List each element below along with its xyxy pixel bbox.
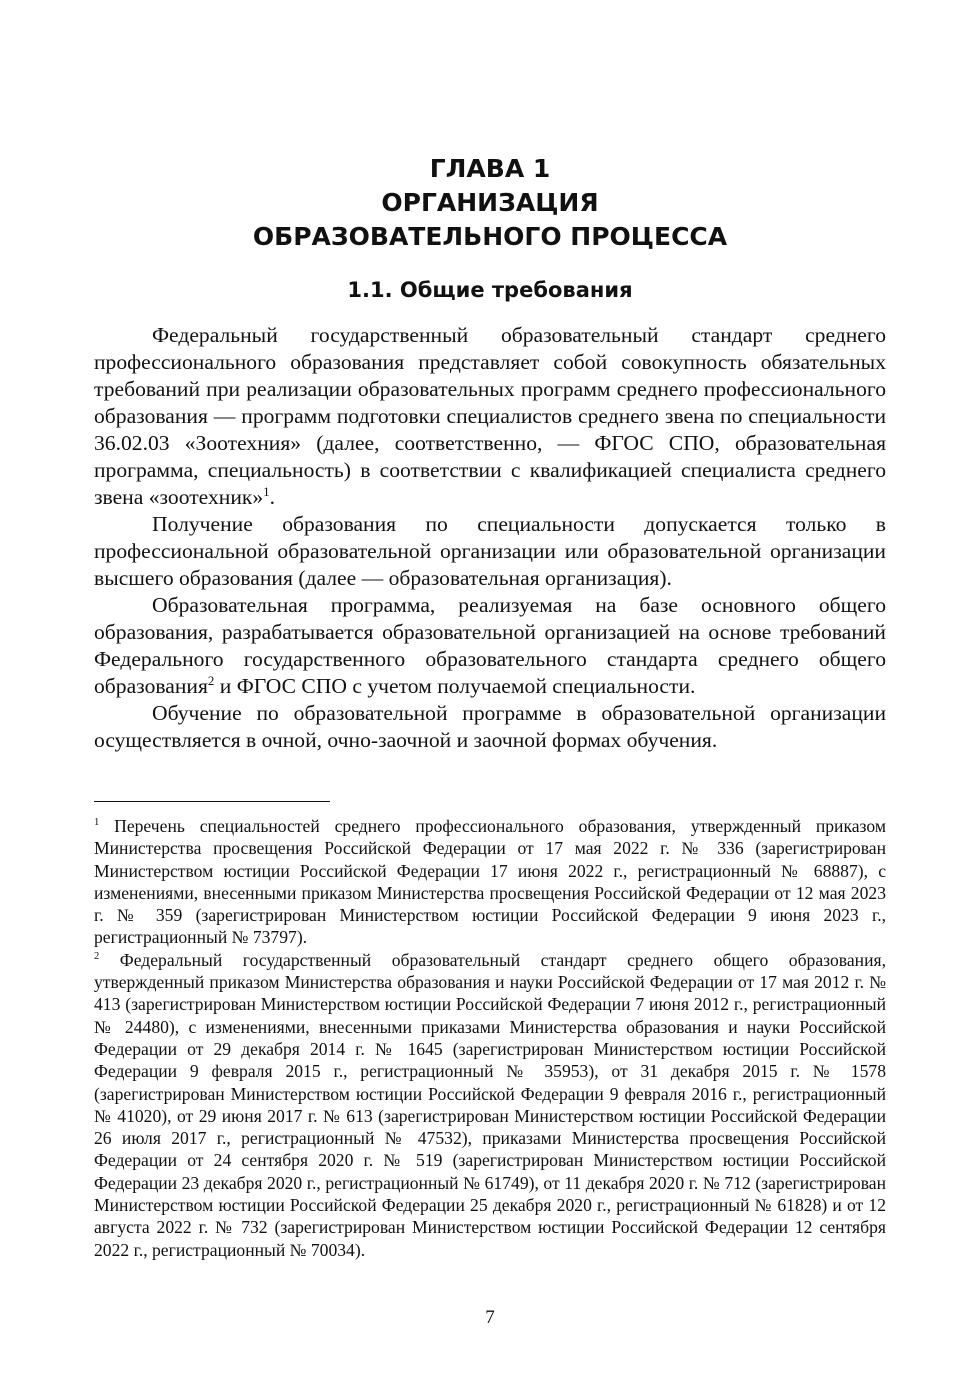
chapter-title-line-2: ОБРАЗОВАТЕЛЬНОГО ПРОЦЕССА <box>252 222 728 251</box>
footnote-separator <box>94 801 330 802</box>
footnote-2-marker: 2 <box>94 950 100 962</box>
section-title: Общие требования <box>399 278 633 302</box>
chapter-title-line-1: ОРГАНИЗАЦИЯ <box>381 188 599 217</box>
paragraph-1-text: Федеральный государственный образовательный стандарт среднего профессионального образования представляет собой совокупность обязательных требований при реализации образовательных программ среднего профессионального образования — программ подготовки специалистов среднего звена по специальности 36.02.03 «Зоотехния» (далее, соответственно, — ФГОС СПО, образовательная программа, специальность) в соответствии с квалификацией специалиста среднего звена «зоотехник» <box>94 323 886 509</box>
main-body <box>94 322 886 754</box>
footnote-2 <box>94 949 886 1261</box>
footnote-2-text: Федеральный государственный образовательный стандарт среднего общего образования, утвержденный приказом Министерства образования и науки Российской Федерации от 17 мая 2012 г. № 413 (зарегистрирован Министерством юстиции Российской Федерации 7 июня 2012 г., регистрационный № 24480), с изменениями, внесенными приказами Министерства образования и науки Российской Федерации от 29 декабря 2014 г. № 1645 (зарегистрирован Министерством юстиции Российской Федерации 9 февраля 2015 г., регистрационный № 35953), от 31 декабря 2015 г. № 1578 (зарегистрирован Министерством юстиции Российской Федерации 9 февраля 2016 г., регистрационный № 41020), от 29 июня 2017 г. № 613 (зарегистрирован Министерством юстиции Российской Федерации 26 июля 2017 г., регистрационный № 47532), приказами Министерства просвещения Российской Федерации от 24 сентября 2020 г. № 519 (зарегистрирован Министерством юстиции Российской Федерации 23 декабря 2020 г., регистрационный № 61749), от 11 декабря 2020 г. № 712 (зарегистрирован Министерством юстиции Российской Федерации 25 декабря 2020 г., регистрационный № 61828) и от 12 августа 2022 г. № 732 (зарегистрирован Министерством юстиции Российской Федерации 12 сентября 2022 г., регистрационный № 70034). <box>94 949 886 1260</box>
footnote-ref-2: 2 <box>207 672 215 688</box>
paragraph-3-end: и ФГОС СПО с учетом получаемой специальности. <box>214 674 696 698</box>
paragraph-1 <box>94 322 886 511</box>
footnote-1-text: Перечень специальностей среднего профессионального образования, утвержденный приказом Министерства просвещения Российской Федерации от 17 мая 2022 г. № 336 (зарегистрирован Министерством юстиции Российской Федерации 17 июня 2022 г., регистрационный № 68887), с изменениями, внесенными приказом Министерства просвещения Российской Федерации от 12 мая 2023 г. № 359 (зарегистрирован Министерством юстиции Российской Федерации 9 июня 2023 г., регистрационный № 73797). <box>94 816 886 948</box>
page-number: 7 <box>485 1307 495 1328</box>
section-number: 1.1. <box>347 278 393 302</box>
footnote-ref-1: 1 <box>263 483 270 499</box>
footnote-1-marker: 1 <box>94 817 100 829</box>
footnote-1 <box>94 815 886 949</box>
section-heading <box>0 276 980 304</box>
paragraph-1-end: . <box>269 485 276 509</box>
footnotes <box>94 815 886 1261</box>
paragraph-2: Получение образования по специальности допускается только в профессиональной образовательной организации или образовательной организации высшего образования (далее — образовательная организация). <box>94 512 886 590</box>
chapter-label: ГЛАВА 1 <box>429 154 551 183</box>
paragraph-3 <box>94 592 886 700</box>
paragraph-3-text: Образовательная программа, реализуемая на базе основного общего образования, разрабатывается образовательной организацией на основе требований Федерального государственного образовательного стандарта среднего общего образования <box>94 593 886 698</box>
paragraph-4: Обучение по образовательной программе в образовательной организации осуществляется в очной, очно-заочной и заочной формах обучения. <box>94 701 886 752</box>
